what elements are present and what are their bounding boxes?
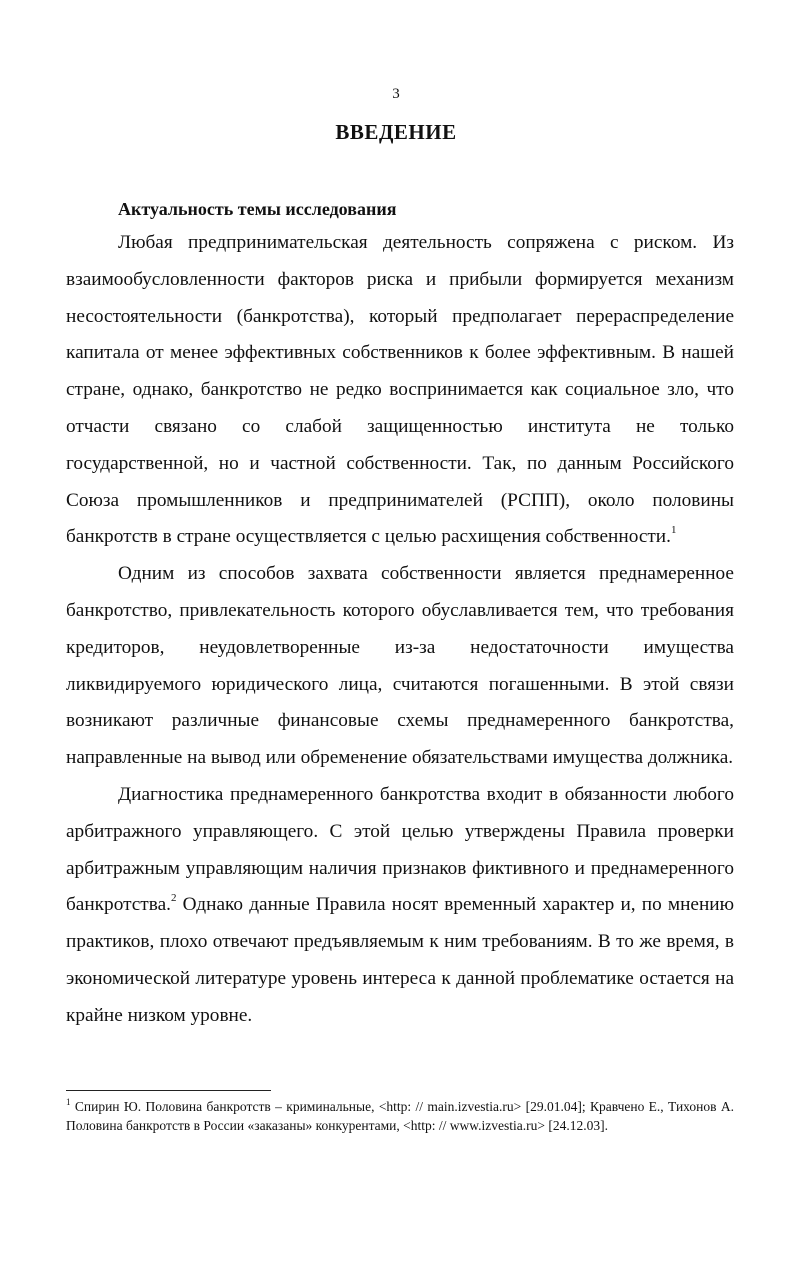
footnote-text: Спирин Ю. Половина банкротств – криминальные, <http: // main.izvestia.ru> [29.01.04]; Кравчено Е., Тихонов А. Половина банкротств в России «заказаны» конкурентами, <http: // www.izvestia.ru> [24.12.03]. [66,1099,735,1133]
body-text [66,225,734,1035]
page-title: ВВЕДЕНИЕ [335,120,457,144]
footnote-ref-1: 1 [670,524,677,537]
paragraph-1 [66,225,734,556]
paragraph-1-text: Любая предпринимательская деятельность сопряжена с риском. Из взаимообусловленности факторов риска и прибыли формируется механизм несостоятельности (банкротства), который предполагает перераспределение капитала от менее эффективных собственников к более эффективным. В нашей стране, однако, банкротство не редко воспринимается как социальное зло, что отчасти связано со слабой защищенностью института не только государственной, но и частной собственности. Так, по данным Российского Союза промышленников и предпринимателей (РСПП), около половины банкротств в стране осуществляется с целью расхищения собственности. [66,232,734,548]
paragraph-2-text: Одним из способов захвата собственности является преднамеренное банкротство, привлекательность которого обуславливается тем, что требования кредиторов, неудовлетворенные из-за недостаточности имущества ликвидируемого юридического лица, считаются погашенными. В этой связи возникают различные финансовые схемы преднамеренного банкротства, направленные на вывод или обременение обязательствами имущества должника. [66,563,734,769]
paragraph-3-text-after: Однако данные Правила носят временный характер и, по мнению практиков, плохо отвечают предъявляемым к ним требованиям. В то же время, в экономической литературе уровень интереса к данной проблематике остается на крайне низком уровне. [66,894,734,1026]
footnote-ref-2: 2 [170,892,177,905]
page-number: 3 [392,86,400,102]
footnote-divider [66,1090,271,1091]
paragraph-3-text-before: Диагностика преднамеренного банкротства входит в обязанности любого арбитражного управляющего. С этой целью утверждены Правила проверки арбитражным управляющим наличия признаков фиктивного и преднамеренного банкротства. [66,783,734,916]
paragraph-2 [66,556,734,777]
paragraph-3 [66,777,734,1035]
footnote [66,1097,734,1135]
footnote-marker: 1 [66,1097,71,1107]
section-heading: Актуальность темы исследования [118,199,397,219]
